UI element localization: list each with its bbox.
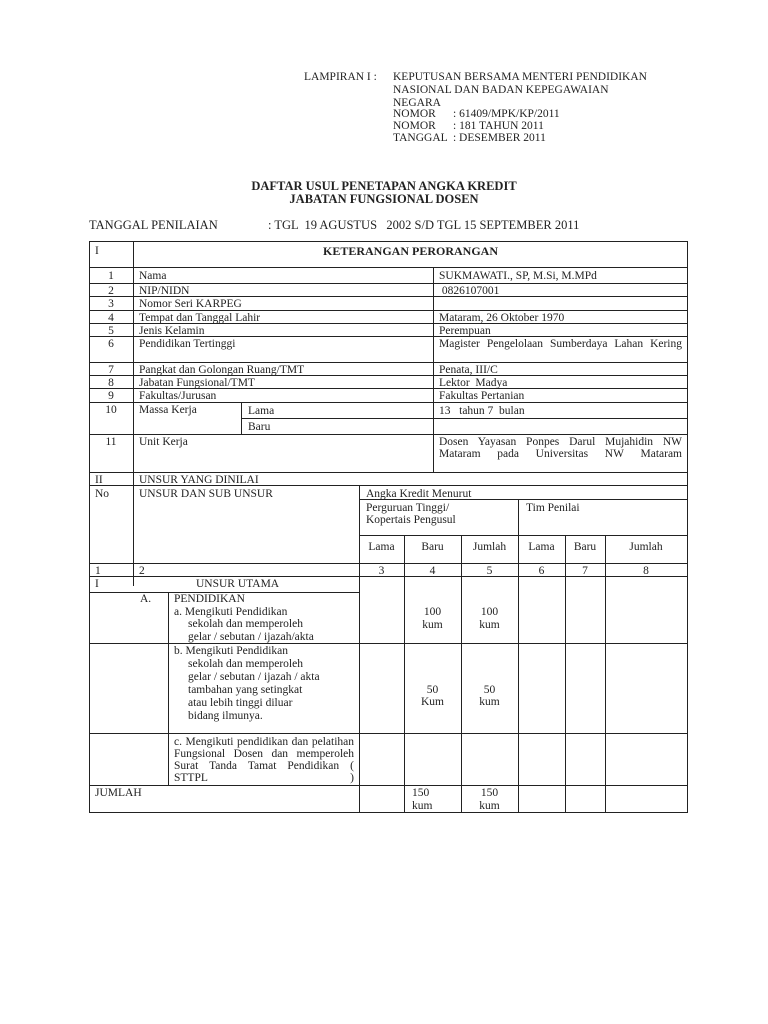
unsur-utama-roman: I: [95, 578, 99, 590]
row-value: Magister Pengelolaan Sumberdaya Lahan Kering: [439, 338, 682, 350]
unsur-utama-label: UNSUR UTAMA: [196, 578, 280, 590]
kopertais-header: Kopertais Pengusul: [366, 514, 456, 526]
item-a-line: a. Mengikuti Pendidikan: [174, 606, 288, 618]
row-no: 10: [105, 404, 117, 416]
section-2-roman: II: [95, 474, 103, 486]
column-number: 3: [378, 565, 385, 577]
massa-kerja-lama-label: Lama: [248, 405, 275, 417]
row-label: Nomor Seri KARPEG: [139, 298, 242, 310]
lampiran-tanggal: TANGGAL : DESEMBER 2011: [393, 132, 546, 144]
item-b-jumlah-unit: kum: [479, 696, 500, 708]
row-no: 9: [108, 390, 114, 402]
item-a-jumlah: 100: [480, 606, 499, 618]
jumlah-label: JUMLAH: [95, 787, 142, 799]
document-title-line-1: DAFTAR USUL PENETAPAN ANGKA KREDIT: [251, 179, 517, 193]
row-no: 2: [108, 285, 114, 297]
jumlah-jumlah: 150: [480, 787, 499, 799]
item-b-line: sekolah dan memperoleh: [188, 658, 303, 670]
lampiran-line-3: NEGARA: [393, 97, 441, 109]
jumlah-baru-unit: kum: [412, 800, 433, 812]
row-value: Fakultas Pertanian: [439, 390, 525, 402]
row-no: 7: [108, 364, 114, 376]
angka-kredit-header: Angka Kredit Menurut: [366, 488, 472, 500]
lampiran-line-2: NASIONAL DAN BADAN KEPEGAWAIAN: [393, 84, 609, 96]
row-label: Pendidikan Tertinggi: [139, 338, 236, 350]
column-no-header: No: [95, 488, 110, 500]
lampiran-nomor-1: NOMOR : 61409/MPK/KP/2011: [393, 108, 560, 120]
subcol-lama: Lama: [528, 541, 555, 553]
row-no: 11: [105, 436, 117, 448]
row-value: Mataram, 26 Oktober 1970: [439, 312, 565, 324]
subcol-baru: Baru: [573, 541, 597, 553]
perguruan-tinggi-header: Perguruan Tinggi/: [366, 502, 450, 514]
lampiran-line-1: KEPUTUSAN BERSAMA MENTERI PENDIDIKAN: [393, 71, 647, 83]
row-label: Jenis Kelamin: [139, 325, 205, 337]
massa-kerja-label: Massa Kerja: [139, 404, 197, 416]
column-number: 6: [538, 565, 545, 577]
row-value: SUKMAWATI., SP, M.Si, M.MPd: [439, 270, 597, 282]
lampiran-nomor-2: NOMOR : 181 TAHUN 2011: [393, 120, 544, 132]
jumlah-baru: 150: [412, 787, 430, 799]
row-label: Pangkat dan Golongan Ruang/TMT: [139, 364, 305, 376]
column-number: 7: [582, 565, 588, 577]
row-label: Tempat dan Tanggal Lahir: [139, 312, 261, 324]
column-number: 2: [139, 565, 145, 577]
item-b-line: atau lebih tinggi diluar: [188, 697, 293, 709]
row-label: Nama: [139, 270, 167, 282]
item-b-jumlah: 50: [483, 684, 496, 696]
item-b-baru-unit: Kum: [421, 696, 444, 708]
row-value: Penata, III/C: [439, 364, 498, 376]
row-value: Lektor Madya: [439, 377, 508, 389]
column-number: 1: [95, 565, 101, 577]
item-a-line: gelar / sebutan / ijazah/akta: [188, 631, 314, 643]
row-value: Perempuan: [439, 325, 491, 337]
jumlah-jumlah-unit: kum: [479, 800, 500, 812]
subcol-jumlah: Jumlah: [629, 541, 663, 553]
item-a-jumlah-unit: kum: [479, 619, 500, 631]
column-number: 4: [429, 565, 436, 577]
item-b-line: tambahan yang setingkat: [188, 684, 303, 696]
item-a-baru: 100: [423, 606, 442, 618]
row-no: 1: [108, 270, 114, 282]
assessment-date-label: TANGGAL PENILAIAN: [89, 218, 218, 232]
pendidikan-label: PENDIDIKAN: [174, 593, 245, 605]
assessment-date-value: : TGL 19 AGUSTUS 2002 S/D TGL 15 SEPTEMBER 2011: [268, 218, 580, 232]
section-1-heading: KETERANGAN PERORANGAN: [322, 244, 498, 258]
row-no: 4: [108, 312, 114, 324]
column-number: 5: [486, 565, 493, 577]
massa-kerja-baru-label: Baru: [248, 421, 271, 433]
row-no: 3: [108, 298, 114, 310]
massa-kerja-lama-value: 13 tahun 7 bulan: [439, 405, 525, 417]
item-b-baru: 50: [426, 684, 439, 696]
item-b-line: b. Mengikuti Pendidikan: [174, 645, 289, 657]
row-no: 8: [108, 377, 114, 389]
subcol-lama: Lama: [368, 541, 395, 553]
unit-kerja-label: Unit Kerja: [139, 436, 188, 448]
pendidikan-letter: A.: [140, 593, 152, 605]
row-value: 0826107001: [439, 285, 500, 297]
subcol-jumlah: Jumlah: [472, 541, 507, 553]
item-a-line: sekolah dan memperoleh: [188, 618, 303, 630]
section-2-heading: UNSUR YANG DINILAI: [139, 474, 259, 486]
subcol-baru: Baru: [421, 541, 444, 553]
item-a-baru-unit: kum: [422, 619, 443, 631]
row-label: Fakultas/Jurusan: [139, 390, 217, 402]
item-c: c. Mengikuti pendidikan dan pelatihan Fungsional Dosen dan memperoleh Surat Tanda Tamat Pendidikan ( STTPL ): [174, 736, 354, 784]
column-number: 8: [643, 565, 649, 577]
section-1-roman: I: [95, 245, 99, 257]
tim-penilai-header: Tim Penilai: [526, 502, 580, 514]
item-b-line: bidang ilmunya.: [188, 710, 263, 722]
row-label: NIP/NIDN: [139, 285, 190, 297]
item-b-line: gelar / sebutan / ijazah / akta: [188, 671, 320, 683]
document-title-line-2: JABATAN FUNGSIONAL DOSEN: [289, 192, 479, 206]
row-label: Jabatan Fungsional/TMT: [139, 377, 255, 389]
unit-kerja-value: Dosen Yayasan Ponpes Darul Mujahidin NW Mataram pada Universitas NW Mataram: [439, 436, 682, 460]
row-no: 5: [108, 325, 114, 337]
lampiran-label: LAMPIRAN I :: [304, 71, 377, 83]
column-unsur-header: UNSUR DAN SUB UNSUR: [139, 488, 273, 500]
row-no: 6: [108, 338, 114, 350]
